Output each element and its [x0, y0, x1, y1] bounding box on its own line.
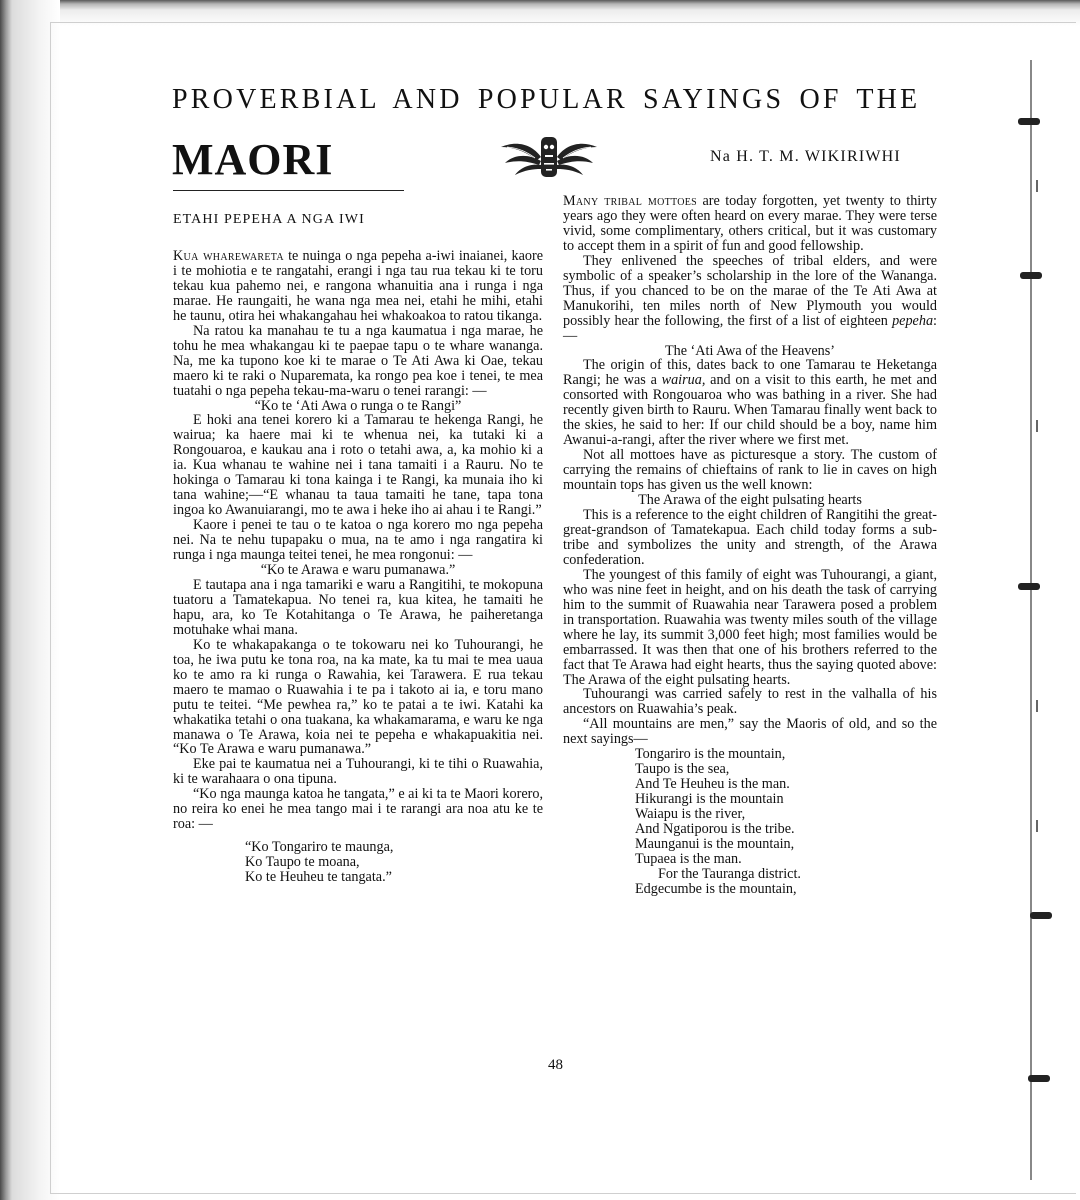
verse-line: Tupaea is the man. [635, 850, 742, 867]
paragraph: Kaore i penei te tau o te katoa o nga korero mo nga pepeha nei. Na te nehu tupapaku o mua, na te amo i nga rangatira ki runga i nga maunga teitei tenei, he mea rongonui: — [173, 517, 543, 564]
carved-figure-emblem-icon [497, 133, 601, 181]
english-text-column [563, 194, 937, 897]
verse-line: Maunganui is the mountain, [635, 835, 795, 852]
paragraph: “All mountains are men,” say the Maoris of old, and so the next sayings— [563, 716, 937, 748]
verse-line: Taupo is the sea, [635, 761, 730, 778]
title-rule [173, 190, 404, 191]
verse-line: “Ko Tongariro te maunga, [245, 839, 394, 856]
maori-text-column [173, 249, 543, 885]
paragraph: Tuhourangi was carried safely to rest in the valhalla of his ancestors on Ruawahia’s peak. [563, 686, 937, 718]
proverb-quote: “Ko te Arawa e waru pumanawa.” [260, 562, 456, 579]
binding-mark [1028, 1075, 1050, 1082]
paragraph: Not all mottoes have as picturesque a story. The custom of carrying the remains of chieftains of rank to lie in caves on high mountain tops has given us the well known: [563, 447, 937, 494]
paragraph: Ko te whakapakanga o te tokowaru nei ko Tuhourangi, he toa, he iwa putu ke tona roa, na ka mate, ka tu mai te mea uaua ko te amo ra ki runga o Rawahia, kei Tarawera. E rua tekau maero te mamao o Ruawahia i te pa i takoto ai ia, e toru mano putu te teitei. “Me pewhea ra,” ko te patai a te iwi. Katahi ka whakatika tetahi o ona tuakana, ka whakamarama, e waru ke nga manawa o Te Arawa, koia nei te pepeha e whakapuakitia nei. “Ko Te Arawa e waru pumanawa.” [173, 636, 543, 758]
verse-line: Edgecumbe is the mountain, [635, 880, 797, 897]
verse-line: And Te Heuheu is the man. [635, 776, 790, 793]
verse-line: Waiapu is the river, [635, 806, 746, 823]
verse-line: And Ngatiporou is the tribe. [635, 821, 795, 838]
proverb-quote: The Arawa of the eight pulsating hearts [638, 492, 862, 509]
paragraph: “Ko nga maunga katoa he tangata,” e ai ki ta te Maori korero, no reira ko enei he mea tango mai i te rarangi ara noa atu ke te roa: — [173, 786, 543, 833]
paragraph: The youngest of this family of eight was Tuhourangi, a giant, who was nine feet in height, and on his death the task of carrying him to the summit of Ruawahia near Tarawera posed a problem in transportation. Ruawahia was twenty miles south of the village where he lay, its summit 3,000 feet high; most families would be embarrassed. It was then that one of his brothers referred to the fact that Te Arawa had eight hearts, thus the saying quoted above: The Arawa of the eight pulsating hearts. [563, 566, 937, 688]
article-title-line1: PROVERBIAL AND POPULAR SAYINGS OF THE [172, 84, 921, 115]
paragraph: E hoki ana tenei korero ki a Tamarau te hekenga Rangi, he wairua; ka haere mai ki te whenua nei, ka tutaki ki a Rongouaroa, e kaukau ana i roto o tetahi awa, a, ka mohio ki a ia. Kua whanau te wahine nei i tana tamaiti i a Rauru. No te hokinga o Tamarau ki tona kainga i te Rangi, ka munaia iho ki tana wahine;—“E whanau ta taua tamaiti he tane, tapa tona ingoa ko Awanuiarangi, mo te awa i heke iho ai ahau i te Rangi.” [173, 412, 543, 519]
verse-line: Tongariro is the mountain, [635, 746, 786, 763]
paragraph: Many tribal mottoes are today forgotten, yet twenty to thirty years ago they were often heard on every marae. They were terse vivid, some complimentary, others critical, but it was customary to accept them in a spirit of fun and good fellowship. [563, 193, 937, 254]
page-number: 48 [548, 1057, 563, 1073]
adjacent-page-edge [1030, 60, 1032, 1180]
paragraph: This is a reference to the eight children of Rangitihi the great-great-grandson of Tamatekapua. Each child today forms a sub-tribe and symbolizes the unity and strength, of the Arawa confederation. [563, 507, 937, 568]
binding-mark [1020, 272, 1042, 279]
lead-in-small-caps: Kua wharewareta [173, 248, 284, 264]
verse-subheading: For the Tauranga district. [658, 865, 801, 882]
verse-line: Hikurangi is the mountain [635, 791, 784, 808]
paragraph: The origin of this, dates back to one Tamarau te Heketanga Rangi; he was a wairua, and on a visit to this earth, he met and consorted with Rongouaroa who was bathing in a river. She had recently given birth to Rauru. When Tamarau finally went back to the skies, he said to her: If our child should be a boy, name him Awanui-a-rangi, after the river where we first met. [563, 357, 937, 449]
margin-tick [1036, 180, 1038, 192]
lead-in-small-caps: Many tribal mottoes [563, 193, 698, 209]
binding-mark [1018, 118, 1040, 125]
proverb-quote: “Ko te ‘Ati Awa o runga o te Rangi” [254, 397, 462, 414]
paragraph: E tautapa ana i nga tamariki e waru a Rangitihi, te mokopuna tuatoru a Tamatekapua. No tenei ra, kua kitea, he tamaiti he hapu, ara, ko Te Kotahitanga o Te Arawa, he paiheretanga motuhake whai mana. [173, 576, 543, 638]
paragraph: Eke pai te kaumatua nei a Tuhourangi, ki te tihi o Ruawahia, ki te warahaara o ona tipuna. [173, 756, 543, 788]
proverb-quote: The ‘Ati Awa of the Heavens’ [664, 342, 836, 359]
paragraph: Na ratou ka manahau te tu a nga kaumatua i nga marae, he tohu he mea whakangau ki te paepae tapu o te whare wananga. Na, me ka tupono koe ki te marae o Te Ati Awa ki Oae, tekau maero ki te raki o Nuparemata, ka rongo pea koe i tenei, te mea tuatahi o nga pepeha tekau-ma-waru o tenei rarangi: — [173, 322, 543, 399]
margin-tick [1036, 700, 1038, 712]
paragraph: They enlivened the speeches of tribal elders, and were symbolic of a speaker’s scholarship in the lore of the Wananga. Thus, if you chanced to be on the marae of the Te Ati Awa at Manukorihi, ten miles north of New Plymouth you would possibly hear the following, the first of a list of eighteen pepeha: — [563, 252, 937, 344]
paragraph: Kua wharewareta te nuinga o nga pepeha a-iwi inaianei, kaore i te mohiotia e te rangatahi, erangi i nga tau rua tekau ki te toru tekau kua pahemo nei, e rangona whanuitia ana i runga i nga marae. He raungaiti, he wana nga mea nei, etahi he mihi, etahi he taunu, otira hei whakangahau hei whakoakoa to ratou tikanga. [173, 248, 543, 324]
verse-line: Ko Taupo te moana, [245, 854, 360, 871]
margin-tick [1036, 820, 1038, 832]
binding-mark [1018, 583, 1040, 590]
binding-mark [1030, 912, 1052, 919]
verse-line: Ko te Heuheu te tangata.” [245, 869, 392, 886]
maori-section-heading: ETAHI PEPEHA A NGA IWI [173, 212, 365, 227]
author-byline: Na H. T. M. WIKIRIWHI [710, 148, 901, 165]
margin-tick [1036, 420, 1038, 432]
article-title-maori: MAORI [172, 135, 334, 184]
